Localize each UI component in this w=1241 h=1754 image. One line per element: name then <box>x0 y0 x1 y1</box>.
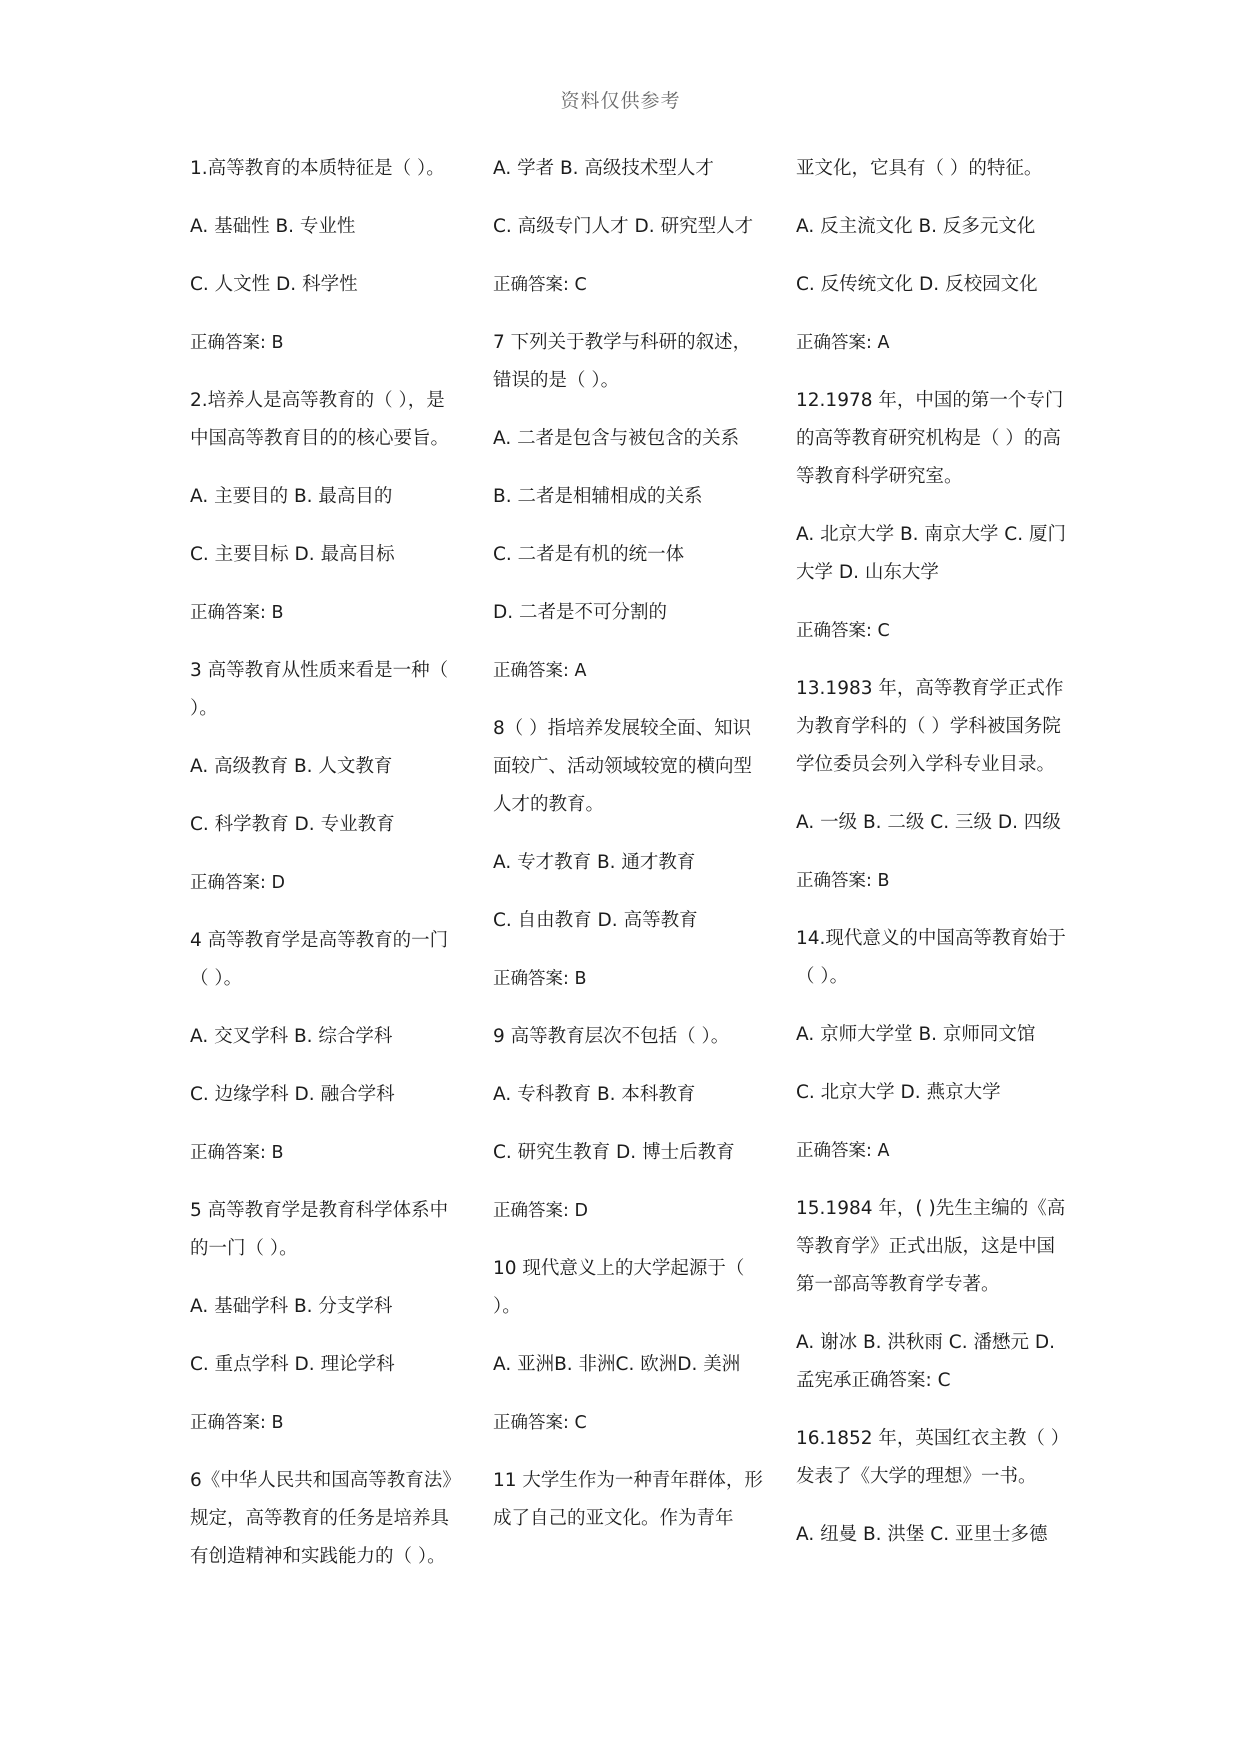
answer-line: 正确答案: C <box>796 621 890 641</box>
question-text: 5 高等教育学是教育科学体系中的一门（ ）。 <box>190 1200 449 1259</box>
question-text: C. 高级专门人才 D. 研究型人才 <box>493 216 754 237</box>
question-text: D. 二者是不可分割的 <box>493 602 668 623</box>
question-text: C. 二者是有机的统一体 <box>493 544 685 565</box>
answer-line: 正确答案: C <box>493 1413 587 1433</box>
answer-line: 正确答案: B <box>190 333 284 353</box>
question-text: 亚文化，它具有（ ）的特征。 <box>796 158 1043 179</box>
column-2 <box>493 150 765 1558</box>
answer-line: 正确答案: D <box>190 873 285 893</box>
question-text: 12.1978 年，中国的第一个专门的高等教育研究机构是（ ）的高等教育科学研究室。 <box>796 390 1064 487</box>
question-text: A. 基础性 B. 专业性 <box>190 216 356 237</box>
question-text: A. 专科教育 B. 本科教育 <box>493 1084 696 1105</box>
question-text: C. 重点学科 D. 理论学科 <box>190 1354 395 1375</box>
question-text: 11 大学生作为一种青年群体，形成了自己的亚文化。作为青年 <box>493 1470 763 1529</box>
question-text: C. 人文性 D. 科学性 <box>190 274 358 295</box>
question-text: C. 主要目标 D. 最高目标 <box>190 544 395 565</box>
answer-line: 正确答案: B <box>190 603 284 623</box>
answer-line: 正确答案: A <box>493 661 587 681</box>
question-text: A. 谢冰 B. 洪秋雨 C. 潘懋元 D. 孟宪承正确答案: C <box>796 1332 1055 1391</box>
question-text: 3 高等教育从性质来看是一种（ ）。 <box>190 660 449 719</box>
answer-line: 正确答案: C <box>493 275 587 295</box>
question-text: C. 研究生教育 D. 博士后教育 <box>493 1142 735 1163</box>
question-text: C. 科学教育 D. 专业教育 <box>190 814 395 835</box>
page-header: 资料仅供参考 <box>560 90 681 112</box>
question-text: A. 北京大学 B. 南京大学 C. 厦门大学 D. 山东大学 <box>796 524 1066 583</box>
question-text: 6《中华人民共和国高等教育法》规定，高等教育的任务是培养具有创造精神和实践能力的（ ）。 <box>190 1470 461 1567</box>
question-text: A. 高级教育 B. 人文教育 <box>190 756 393 777</box>
question-text: A. 一级 B. 二级 C. 三级 D. 四级 <box>796 812 1061 833</box>
question-text: A. 二者是包含与被包含的关系 <box>493 428 740 449</box>
question-text: 7 下列关于教学与科研的叙述，错误的是（ ）。 <box>493 332 752 391</box>
answer-line: 正确答案: B <box>190 1413 284 1433</box>
question-text: A. 主要目的 B. 最高目的 <box>190 486 393 507</box>
answer-line: 正确答案: B <box>796 871 890 891</box>
answer-line: 正确答案: A <box>796 333 890 353</box>
question-text: 9 高等教育层次不包括（ ）。 <box>493 1026 730 1047</box>
question-text: A. 专才教育 B. 通才教育 <box>493 852 696 873</box>
column-3 <box>796 150 1068 1574</box>
question-text: A. 基础学科 B. 分支学科 <box>190 1296 393 1317</box>
question-text: 16.1852 年，英国红衣主教（ ）发表了《大学的理想》一书。 <box>796 1428 1061 1487</box>
question-text: 13.1983 年，高等教育学正式作为教育学科的（ ）学科被国务院学位委员会列入学科专业目录。 <box>796 678 1064 775</box>
question-text: C. 自由教育 D. 高等教育 <box>493 910 698 931</box>
question-text: B. 二者是相辅相成的关系 <box>493 486 703 507</box>
question-text: 14.现代意义的中国高等教育始于（ ）。 <box>796 928 1066 987</box>
question-text: 15.1984 年，( )先生主编的《高等教育学》正式出版，这是中国第一部高等教育学专著。 <box>796 1198 1066 1295</box>
question-text: A. 纽曼 B. 洪堡 C. 亚里士多德 <box>796 1524 1048 1545</box>
answer-line: 正确答案: B <box>190 1143 284 1163</box>
question-text: 1.高等教育的本质特征是（ ）。 <box>190 158 445 179</box>
question-text: A. 学者 B. 高级技术型人才 <box>493 158 714 179</box>
question-text: A. 交叉学科 B. 综合学科 <box>190 1026 393 1047</box>
column-1 <box>190 150 462 1596</box>
question-text: 8（ ）指培养发展较全面、知识面较广、活动领域较宽的横向型人才的教育。 <box>493 718 753 815</box>
answer-line: 正确答案: A <box>796 1141 890 1161</box>
question-text: A. 京师大学堂 B. 京师同文馆 <box>796 1024 1036 1045</box>
question-text: A. 亚洲B. 非洲C. 欧洲D. 美洲 <box>493 1354 741 1375</box>
question-text: C. 反传统文化 D. 反校园文化 <box>796 274 1038 295</box>
question-text: 2.培养人是高等教育的（ ），是中国高等教育目的的核心要旨。 <box>190 390 450 449</box>
question-text: 10 现代意义上的大学起源于（ ）。 <box>493 1258 745 1317</box>
question-text: 4 高等教育学是高等教育的一门（ ）。 <box>190 930 449 989</box>
answer-line: 正确答案: D <box>493 1201 588 1221</box>
question-text: C. 北京大学 D. 燕京大学 <box>796 1082 1001 1103</box>
question-text: C. 边缘学科 D. 融合学科 <box>190 1084 395 1105</box>
question-text: A. 反主流文化 B. 反多元文化 <box>796 216 1036 237</box>
answer-line: 正确答案: B <box>493 969 587 989</box>
